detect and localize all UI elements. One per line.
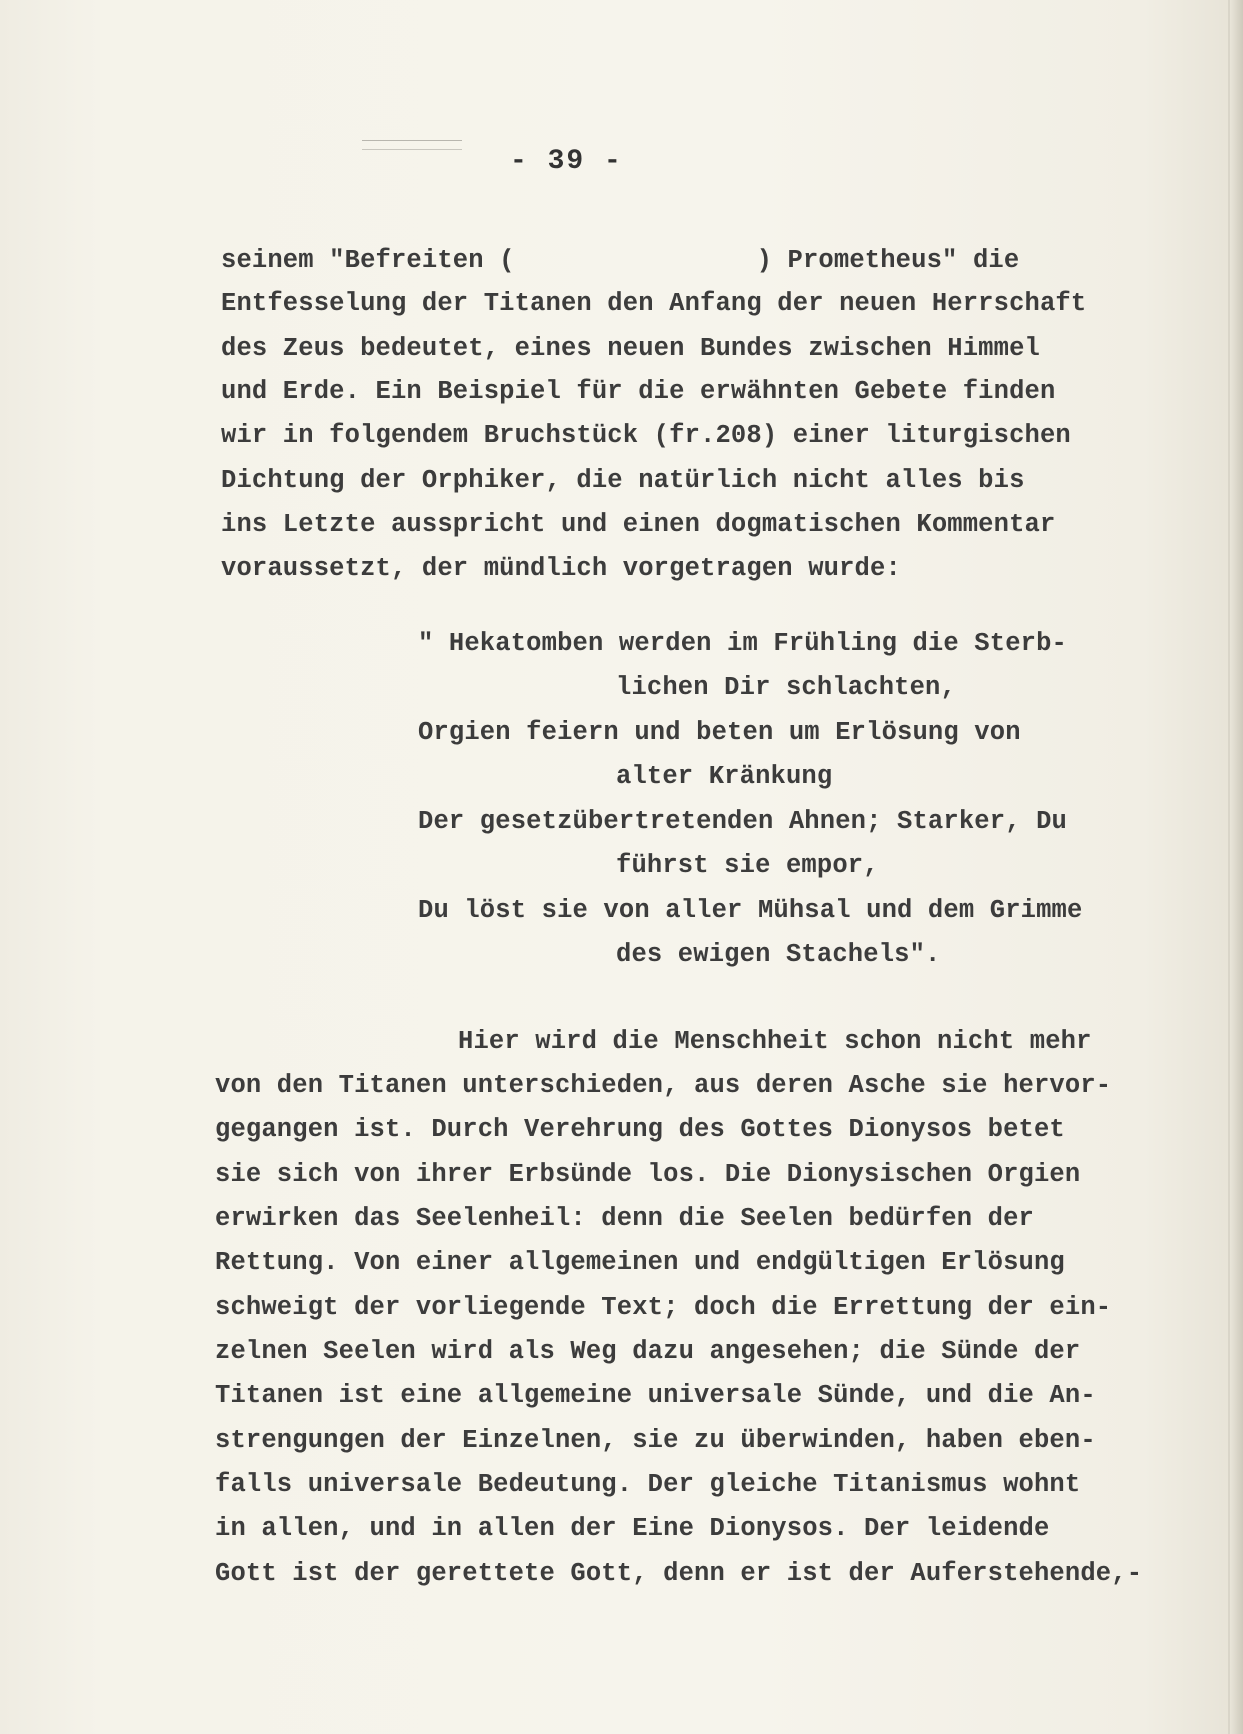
paragraph-1-line: Entfesselung der Titanen den Anfang der neuen Herrschaft	[221, 289, 1087, 318]
paragraph-2-line: gegangen ist. Durch Verehrung des Gottes Dionysos betet	[215, 1115, 1065, 1144]
paragraph-2-line: sie sich von ihrer Erbsünde los. Die Dionysischen Orgien	[215, 1160, 1081, 1189]
quote-line-continuation: des ewigen Stachels".	[616, 940, 941, 969]
paragraph-2-line: zelnen Seelen wird als Weg dazu angesehen; die Sünde der	[215, 1337, 1081, 1366]
faint-top-rule	[362, 140, 462, 150]
paragraph-2-first-line: Hier wird die Menschheit schon nicht mehr	[458, 1027, 1092, 1056]
paragraph-2-line: Titanen ist eine allgemeine universale Sünde, und die An-	[215, 1381, 1096, 1410]
paragraph-1-line: ins Letzte ausspricht und einen dogmatischen Kommentar	[221, 510, 1056, 539]
paragraph-2-line: schweigt der vorliegende Text; doch die Errettung der ein-	[215, 1293, 1112, 1322]
paragraph-2-line: falls universale Bedeutung. Der gleiche Titanismus wohnt	[215, 1470, 1081, 1499]
paragraph-1-line: des Zeus bedeutet, eines neuen Bundes zwischen Himmel	[221, 334, 1040, 363]
paragraph-2-line: Gott ist der gerettete Gott, denn er ist der Auferstehende,-	[215, 1559, 1143, 1588]
page-number: - 39 -	[510, 146, 623, 177]
paragraph-2-line: erwirken das Seelenheil: denn die Seelen bedürfen der	[215, 1204, 1034, 1233]
page-edge-line	[1228, 0, 1230, 1734]
paragraph-2-line: Rettung. Von einer allgemeinen und endgültigen Erlösung	[215, 1248, 1065, 1277]
paragraph-2-line: in allen, und in allen der Eine Dionysos. Der leidende	[215, 1514, 1050, 1543]
paragraph-1-line: Dichtung der Orphiker, die natürlich nicht alles bis	[221, 466, 1025, 495]
quote-line-continuation: alter Kränkung	[616, 762, 833, 791]
page-edge-shadow	[1231, 0, 1243, 1734]
paragraph-1-line: voraussetzt, der mündlich vorgetragen wurde:	[221, 554, 901, 583]
paragraph-2-line: strengungen der Einzelnen, sie zu überwinden, haben eben-	[215, 1426, 1096, 1455]
line-1-end: ) Prometheus" die	[756, 246, 1020, 275]
line-1-start: seinem "Befreiten (	[221, 246, 515, 275]
quote-line-continuation: führst sie empor,	[616, 851, 879, 880]
quote-line: Orgien feiern und beten um Erlösung von	[418, 718, 1021, 747]
quote-line: Der gesetzübertretenden Ahnen; Starker, Du	[418, 807, 1068, 836]
quote-line-continuation: lichen Dir schlachten,	[616, 673, 956, 702]
paragraph-2-line: von den Titanen unterschieden, aus deren Asche sie hervor-	[215, 1071, 1112, 1100]
quote-line: Du löst sie von aller Mühsal und dem Grimme	[418, 896, 1083, 925]
paragraph-1-line: wir in folgendem Bruchstück (fr.208) einer liturgischen	[221, 421, 1071, 450]
quote-line: " Hekatomben werden im Frühling die Sterb-	[418, 629, 1068, 658]
paragraph-1-line: und Erde. Ein Beispiel für die erwähnten Gebete finden	[221, 377, 1056, 406]
paragraph-1-line-1	[221, 246, 1019, 275]
